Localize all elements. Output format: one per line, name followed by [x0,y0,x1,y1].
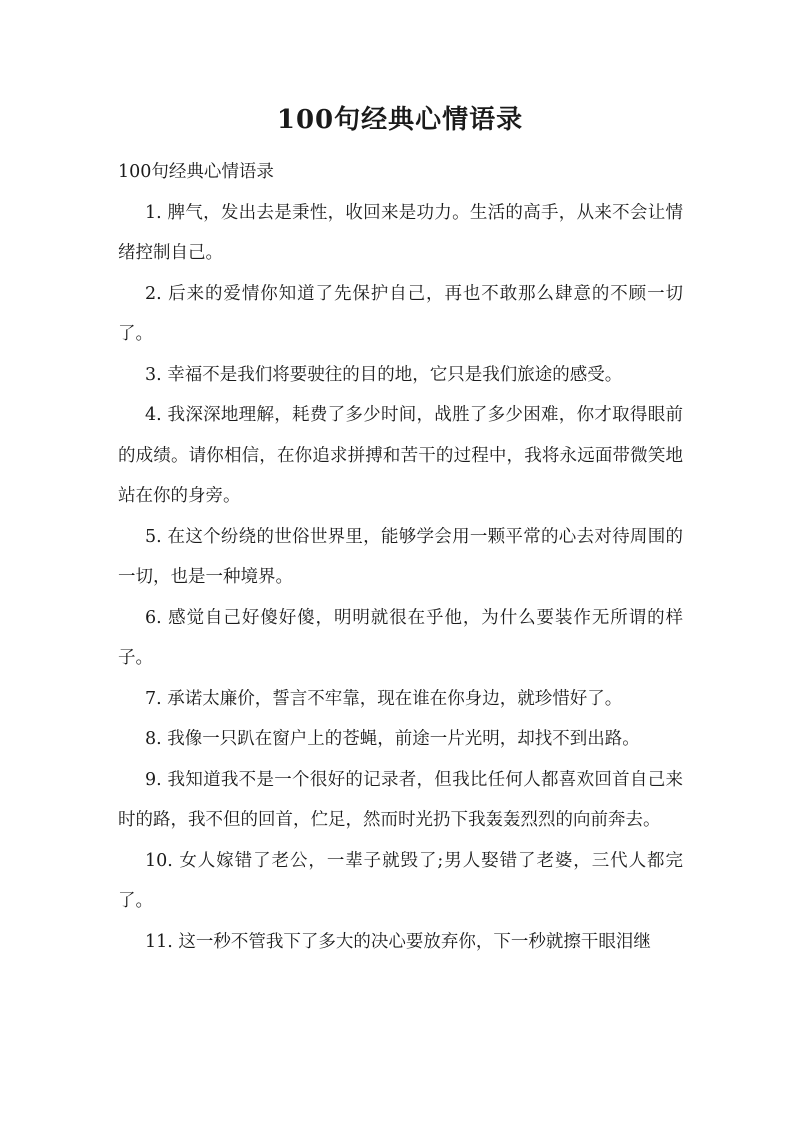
document-title: 100句经典心情语录 [276,105,524,135]
document-body [118,152,683,962]
document-subtitle: 100句经典心情语录 [118,162,274,182]
quote-item-11: 11. 这一秒不管我下了多大的决心要放弃你，下一秒就擦干眼泪继 [145,931,651,952]
quote-item-3: 3. 幸福不是我们将要驶往的目的地，它只是我们旅途的感受。 [145,364,623,385]
quote-item-7: 7. 承诺太廉价，誓言不牢靠，现在谁在你身边，就珍惜好了。 [145,688,623,709]
quote-item-10: 10. 女人嫁错了老公，一辈子就毁了;男人娶错了老婆，三代人都完了。 [118,850,683,911]
quote-item-2: 2. 后来的爱情你知道了先保护自己，再也不敢那么肆意的不顾一切了。 [118,283,683,344]
quote-item-8: 8. 我像一只趴在窗户上的苍蝇，前途一片光明，却找不到出路。 [145,729,640,749]
quote-item-6: 6. 感觉自己好傻好傻，明明就很在乎他，为什么要装作无所谓的样子。 [118,607,683,668]
quote-item-9: 9. 我知道我不是一个很好的记录者，但我比任何人都喜欢回首自己来时的路，我不但的回首，伫足，然而时光扔下我轰轰烈烈的向前奔去。 [118,769,683,830]
quote-item-1: 1. 脾气，发出去是秉性，收回来是功力。生活的高手，从来不会让情绪控制自己。 [118,202,683,263]
quote-item-4: 4. 我深深地理解，耗费了多少时间，战胜了多少困难，你才取得眼前的成绩。请你相信，在你追求拼搏和苦干的过程中，我将永远面带微笑地站在你的身旁。 [118,405,683,506]
quote-item-5: 5. 在这个纷绕的世俗世界里，能够学会用一颗平常的心去对待周围的一切，也是一种境界。 [118,526,683,587]
